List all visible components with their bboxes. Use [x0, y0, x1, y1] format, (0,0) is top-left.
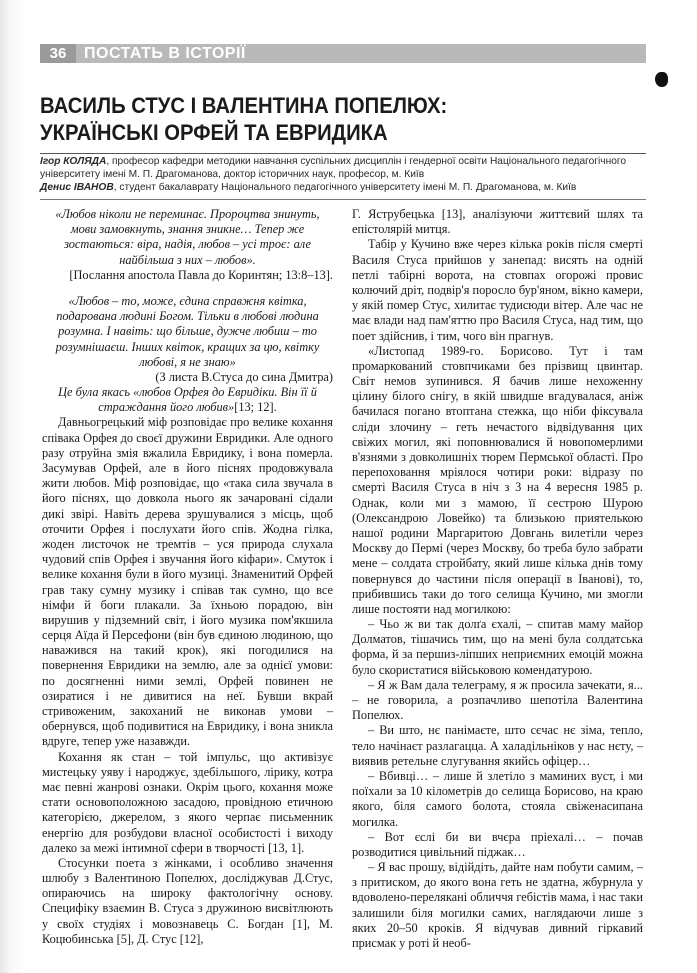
article-title [40, 92, 592, 146]
author-name: Ігор КОЛЯДА [40, 156, 107, 167]
epigraph-note-ref: [13; 12]. [234, 400, 277, 415]
body-paragraph: – Я ж Вам дала телеграму, я ж просила зачекати, я... – не говорила, а розпачливо шепотіла Валентина Попелюх. [352, 677, 643, 723]
epigraph-1-source: [Послання апостола Павла до Коринтян; 13:8–13]. [69, 267, 333, 282]
epigraph-note-quote: Це була якась «любов Орфея до Евридіки. Він її й страждання його любив» [58, 385, 317, 415]
authors-block [40, 155, 646, 195]
author-affiliation: , студент бакалаврату Національного педагогічного університету імені М. П. Драгоманова, м. Київ [113, 182, 577, 194]
body-paragraph: Табір у Кучино вже через кілька років після смерті Василя Стуса прийшов у занепад: висять на одній петлі табірні ворота, на стовпах огорожі провис колючий дріт, подвір'я поросло бур'яном, вікно камери, у якій помер Стус, хилитає тудисюди вітер. Але час не має влади над пам'яттю про Василя Стуса, над тим, що поет здійснив, і тим, чого він прагнув. [352, 237, 643, 343]
title-divider [40, 153, 646, 154]
body-paragraph: Г. Яструбецька [13], аналізуючи життєвий шлях та епістолярій митця. [352, 207, 643, 237]
body-paragraph: – Ви што, нє панімаєте, што сєчас нє зіма, тепло, тело начінаєт разлагацца. А халадільніков у нас нєту, – виявив ретельне слугування якийсь офіцер… [352, 723, 643, 768]
body-paragraph: «Листопад 1989-го. Борисово. Тут і там промаркований стовпчиками без прізвищ цвинтар. Світ немов зупинився. Я бачив лише нехоженну цілину білого снігу, в якій швидше вгадувалася, аніж бачилася погано втоптана стежка, що ніби фіксувала сліди злочину – геть нечастого відвідування цих свіжих могил, які поповнювалися й новопомерлими в'язнями з довколишніх тюрем Пермської області. Про перепоховання мріялося чотири роки: відразу по смерті Василя Стуса в ніч з 3 на 4 вересня 1985 р. Однак, коли ми з мамою, її сестрою Шурою (Олександрою Ловейко) та близькою приятелькою нашої родини Маргаритою Довгань вилетіли через Москву до Пермі (через Москву, бо треба було забрати мене – солдата стройбату, який лише кілька днів тому повернувся до частини після операції в Іванові), то, прибившись таки до того селища Кучино, ми змогли лише постояти над могилкою: [352, 343, 643, 616]
authors-divider [40, 199, 646, 200]
body-paragraph: Кохання як стан – той імпульс, що активізує мистецьку уяву і народжує, здебільшого, лірику, котра має певні жанрові ознаки. Окрім цього, кохання може стати основоположною засадою, провідною етичною категорією, джерелом, з якого черпає письменник енергію для розбудови власної особистості і виходу далеко за межі інтимної сфери в творчості [13, 1]. [42, 749, 333, 855]
section-title: ПОСТАТЬ В ІСТОРІЇ [84, 45, 246, 62]
article-title-line-2: УКРАЇНСЬКІ ОРФЕЙ ТА ЕВРИДИКА [40, 120, 388, 145]
author-2 [40, 181, 646, 194]
author-1 [40, 155, 646, 181]
body-paragraph: Стосунки поета з жінками, і особливо значення шлюбу з Валентиною Попелюх, досліджував Д.Стус, опираючись на широку фактологічну основу. Специфіку взаємин В. Стуса з дружиною висвітлюють у своїх студіях і мовознавець С. Богдан [1], М. Коцюбинська [5], Д. Стус [12], [42, 855, 333, 946]
ink-blot-mark [655, 72, 668, 87]
left-column [42, 207, 333, 947]
epigraph-1-text: «Любов ніколи не переминає. Пророцтва знинуть, мови замовкнуть, знання зникне… Тепер же зостаються: віра, надія, любов – усі троє: але найбільша з них – любов». [55, 207, 320, 267]
right-column [352, 207, 643, 951]
body-paragraph: – Вот єслі би ви вчєра пріехалі… – почав розводитися цивільний піджак… [352, 829, 643, 859]
author-name: Денис ІВАНОВ [40, 182, 114, 194]
author-affiliation: , професор кафедри методики навчання суспільних дисциплін і гендерної освіти Національного педагогічного університету імені М. П. Драгоманова, доктор історичних наук, професор, м. Київ [40, 156, 627, 181]
body-paragraph: – Я вас прошу, відійдіть, дайте нам побути самим, – з притиском, до якого вона геть не здатна, жбурнула у вдоволено-перелякані обличчя гебістів мама, і нас таки залишили біля могилки самих, наглядаючи лише з яких 20–50 кроків. Я відчував дивний гіркавий присмак у роті й необ- [352, 860, 644, 950]
epigraph-2-text: «Любов – то, може, єдина справжня квітка, подарована людині Богом. Тільки в любові людина розумна. І навіть: що більше, дужче любиш – то розумнішаєш. Інших квіток, кращих за цю, квітку любові, я не знаю» [55, 293, 320, 369]
epigraph-note [42, 385, 333, 415]
body-paragraph: – Вбивці… – лише й злетіло з маминих вуст, і ми поїхали за 10 кілометрів до селища Борисово, на краю якого, біля самого болота, стояла свіженасипана могилка. [352, 768, 643, 829]
epigraph-2-source: (З листа В.Стуса до сина Дмитра) [155, 369, 333, 384]
body-paragraph: – Чьо ж ви так долґа єхалі, – спитав маму майор Долматов, тішачись тим, що на мені була солдатська форма, й за першиз-ліпших неприємних емоцій можна було скористатися військовою комендатурою. [352, 617, 643, 677]
page-number: 36 [40, 44, 76, 63]
article-title-line-1: ВАСИЛЬ СТУС І ВАЛЕНТИНА ПОПЕЛЮХ: [40, 93, 448, 118]
body-paragraph: Давньогрецький міф розповідає про велике кохання співака Орфея до своєї дружини Евридики. Але одного разу отруйна змія вжалила Евридику, і вона померла. Засумував Орфей, але в його піснях продовжувала жити любов. Міф розповідає, що «така сила звучала в його піснях, що довкола нього як зачаровані сідали дикі звірі. Навіть дерева зрушувалися з місць, щоб оточити Орфея і послухати його спів. Жодна гілка, жоден листочок не тремтів – уся природа слухала чудовий спів Орфея і звучання його кіфари». Смуток і велике кохання були в його музиці. Знаменитий Орфей грав таку сумну музику і співав так сумно, що все німфи й боги плакали. За їхньою порадою, він вирушив у підземний світ, і його музика пом'якшила серця Аїда й Персефони (він був єдиною людиною, що наважився на такий крок), які погодилися на повернення Евридики на землю, але за однієї умови: по досягненні ними землі, Орфей повинен не озиратися і не дивитися на неї. Бувши вкрай стривоженим, закоханий не виконав умови – обернувся, щоб подивитися на Евридику, і вона зникла вдруге, тепер уже назавжди. [42, 415, 333, 749]
